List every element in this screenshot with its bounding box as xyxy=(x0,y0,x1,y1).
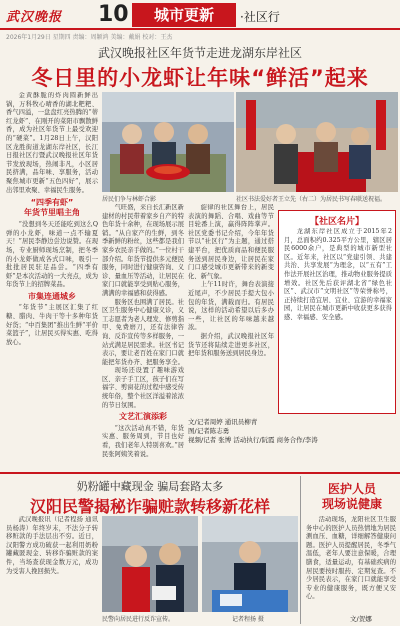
page-number: 10 xyxy=(98,2,129,27)
community-card-title: 【社区名片】 xyxy=(309,217,364,227)
main-column-3 xyxy=(188,204,274,416)
headline-part-1: 冬日里的小龙虾让年味 xyxy=(31,66,252,90)
subhead-shrimp: “四季有虾” 年货节里唱主角 xyxy=(24,198,80,218)
col2-paragraph-1: 气旺盛，来自长汇新区新建材的村民带着家乡自产的特色年货十余种，在现场展示展销。“从自家产的生鲜，到冬季新鲜的粉丝，这些都是我们家乡农民亲手做的。”一位村干部介绍。年货节提供多元便民服务，同时进行健康咨询、义诊、量血压等活动，让居民在家门口就能享受到贴心服务，满满的幸福感和获得感。 xyxy=(102,204,184,297)
col3-paragraph-2: 上午11时许，舞台表演接近尾声，不少居民手提大包小包的年货，满载而归。有居民说，这样的活动希望以后多办一些，让社区的年味越来越浓。 xyxy=(188,281,274,332)
main-author: 文/记者周婷 通讯员柳青 图/记者陈志勇 视频/记者 张博 活动执行/阮霞 商务合作/李涛 xyxy=(188,418,318,444)
photo-calligraphy xyxy=(236,92,398,192)
photo-caption-1: 居民们争与林虾合影 xyxy=(102,196,157,203)
second-column-1: 武汉晚报讯（记者程扬 通讯员杨涛）年终岁末，不法分子转移赃款的手法层出不穷。近日，汉阳警方成功破获一起利用奶粉罐藏匿现金、转移诈骗赃款的案件，当场查获现金数万元，成功为受害人挽回损失。 xyxy=(6,516,98,575)
section-sub-label: ·社区行 xyxy=(240,10,280,24)
column-rule xyxy=(300,476,301,624)
photo-police-publicity xyxy=(102,516,198,612)
main-column-2 xyxy=(102,204,184,470)
second-kicker: 奶粉罐中藏现金 骗局套路太多 xyxy=(76,480,224,493)
subhead-performance: 文艺汇演添彩 xyxy=(119,412,167,422)
subhead-market: 市集连通城乡 xyxy=(28,291,76,301)
photo-police-desk xyxy=(202,516,298,612)
photo-shrimp-group xyxy=(102,92,234,192)
second-caption-b: 记者程扬 摄 xyxy=(232,616,264,623)
main-headline xyxy=(0,62,400,92)
col1-paragraph-2: “没想到冬天还能吃到这么Q弹的小龙虾，味道一点不输夏天！”居民李静边尝边说赞。在现场，专业厨师现场烹制，把冬季的小龙虾做成各式口味，吸引一批批居民驻足品尝。“四季有虾”是本次活动的一大亮点，成为年货节上的招牌菜品。 xyxy=(6,221,98,289)
health-side-text: 活动现场，龙阳社区卫生服务中心的医护人员热情地为居民测血压、血糖，详细解答健康问题。医护人员提醒居民，冬季气温低，老年人要注意保暖，合理膳食，适量运动，有基础疾病的居民要按时服药、定期复查。不少居民表示，在家门口就能享受专业的健康服务，既方便又安心。 xyxy=(306,516,396,601)
section-divider xyxy=(0,472,400,474)
health-side-author: 文/贺娜 xyxy=(350,615,372,623)
main-kicker: 武汉晚报社区年货节走进龙湖东岸社区 xyxy=(97,46,302,60)
headline-emphasis: “鲜活” xyxy=(251,66,325,90)
community-card-text: 龙湖东岸社区成立于2015年2月，总面积约0.325平方公里，辖区居民6000余户，是典型的城市新型社区。近年来，社区以“党建引领、共建共治、共享发展“为理念，以“五有”工作法开展社区治理，推动物业服务提质增效。社区先后获评湖北省“绿色社区”、武汉市“文明社区”等荣誉称号，正持续打造宜居、宜业、宜游的幸福家园，让居民在城市更新中收获更多获得感、幸福感、安全感。 xyxy=(284,228,392,321)
section-label: 城市更新 xyxy=(132,3,236,27)
headline-part-2: 起来 xyxy=(324,66,369,90)
photo-caption-2: 社区书法爱好者王立先（右二）为居民书写春联送祝福。 xyxy=(236,196,387,203)
paper-name: 武汉晚报 xyxy=(6,10,63,25)
health-side-title: 医护人员 现场说健康 xyxy=(321,482,382,511)
col3-paragraph-3: 据介绍，武汉晚报社区年货节还将陆续走进更多社区，把年货和服务送到居民身边。 xyxy=(188,332,274,358)
second-caption-a: 民警向居民进行反诈宣传。 xyxy=(102,616,175,623)
col1-paragraph-3: “年货节”主展区汇集了红糖、腊肉、牛肉干等十多种年货好货；“中百集团”推出生鲜“平价菜篮子”，让居民买得实惠、吃得放心。 xyxy=(6,304,98,346)
col2-paragraph-4: “这次活动真不错，年货实惠、服务周到，节目也好看，我们老年人特别喜欢。”居民张阿姨笑着说。 xyxy=(102,424,184,458)
second-headline: 汉阳民警揭秘诈骗赃款转移新花样 xyxy=(29,497,270,516)
col3-paragraph-1: 旋律的社区舞台上，居民表演的舞蹈、合唱、戏曲等节目轮番上演，赢得阵阵掌声。社区党委书记介绍，今年年货节以“社区行”为主题，通过搭建平台，把优质商品和便民服务送到居民身边，让居民在家门口感受城市更新带来的新变化、新气象。 xyxy=(188,204,274,280)
col2-paragraph-2: 服务区也围满了居民。社区卫生服务中心健康义诊，义工志愿者为老人理发、修剪指甲、免费磨刀，还有法律咨询、反诈宣传等多样服务，一站式满足居民需求。社区书记表示，要让老百姓在家门口就能把年货办齐、把服务享全。 xyxy=(102,298,184,366)
main-column-1 xyxy=(6,92,98,470)
dateline: 2026年1月29日 星期四 责编：周颖鸿 美编：戴娟 校对：王杰 xyxy=(6,34,173,41)
col2-paragraph-3: 现场还设置了趣味游戏区、亲子手工区，孩子们在写福字、剪窗花的过程中感受传统年俗，整个社区洋溢着浓浓的节日氛围。 xyxy=(102,367,184,409)
masthead xyxy=(0,0,400,30)
col1-paragraph-1: 金黄酥脆的炸肉圆新鲜出锅，万科牧心晴香的湖北粑粑、香气四溢，一盘盘红亮热腾的“蒂红龙虾”、在刚开的菜阳市飘散鲜香，成为社区年货节上最受欢迎的“硬菜”。1月28日上午，汉阳区龙胜街道龙湖东岸社区，长江日报社区行暨武汉晚报社区年货节发放现场，热闹非凡，小区居民挤满，品年味、享服务，活动聚焦城市更新“五色四好”，展示出邻里欢聚、幸福民生服务。 xyxy=(6,92,98,194)
